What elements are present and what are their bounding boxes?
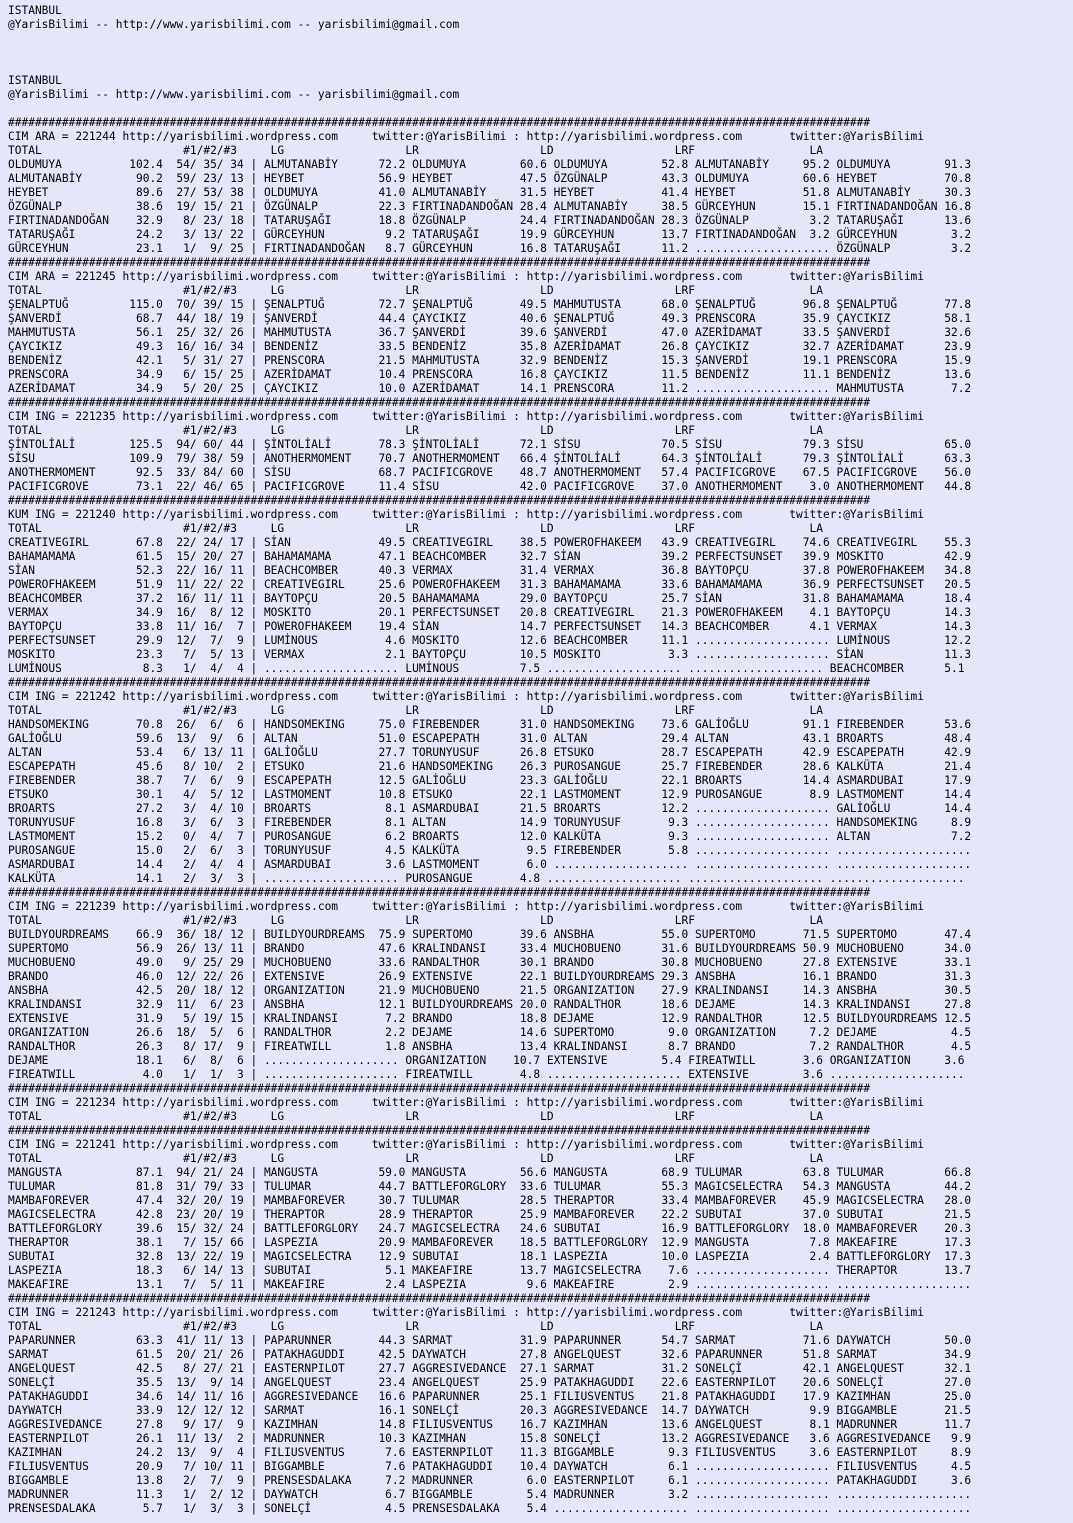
horse-stat-row: ANSBHA 42.5 20/ 18/ 12 | ORGANIZATION 21.9 MUCHOBUENO 21.5 ORGANIZATION 27.9 KRALINDANSI 14.3 ANSBHA 30.5 (8, 984, 972, 997)
horse-stat-row: DEJAME 18.1 6/ 8/ 6 | .................... ORGANIZATION 10.7 EXTENSIVE 5.4 FIREATWILL 3.6 ORGANIZATION 3.6 (8, 1054, 965, 1067)
horse-stat-row: SUPERTOMO 56.9 26/ 13/ 11 | BRANDO 47.6 KRALINDANSI 33.4 MUCHOBUENO 31.6 BUILDYOURDREAMS 50.9 MUCHOBUENO 34.0 (8, 942, 972, 955)
race-header-line: KUM ING = 221240 http://yarisbilimi.wordpress.com twitter:@YarisBilimi : http://yarisbilimi.wordpress.com twitter:@YarisBilimi (8, 508, 925, 521)
separator-line: ################################################################################################################################ (8, 1082, 871, 1095)
column-header-line: TOTAL #1/#2/#3 LG LR LD LRF LA (8, 522, 823, 535)
race-header-line: CIM ING = 221242 http://yarisbilimi.wordpress.com twitter:@YarisBilimi : http://yarisbilimi.wordpress.com twitter:@YarisBilimi (8, 690, 925, 703)
contact-line: @YarisBilimi -- http://www.yarisbilimi.com -- yarisbilimi@gmail.com (8, 18, 460, 31)
horse-stat-row: KRALINDANSI 32.9 11/ 6/ 23 | ANSBHA 12.1 BUILDYOURDREAMS 20.0 RANDALTHOR 18.6 DEJAME 14.3 KRALINDANSI 27.8 (8, 998, 972, 1011)
column-header-line: TOTAL #1/#2/#3 LG LR LD LRF LA (8, 424, 823, 437)
horse-stat-row: SİAN 52.3 22/ 16/ 11 | BEACHCOMBER 40.3 VERMAX 31.4 VERMAX 36.8 BAYTOPÇU 37.8 POWEROFHAKEEM 34.8 (8, 564, 972, 577)
horse-stat-row: PACIFICGROVE 73.1 22/ 46/ 65 | PACIFICGROVE 11.4 SİSU 42.0 PACIFICGROVE 37.0 ANOTHERMOMENT 3.0 ANOTHERMOMENT 44.8 (8, 480, 972, 493)
race-header-line: CIM ING = 221241 http://yarisbilimi.wordpress.com twitter:@YarisBilimi : http://yarisbilimi.wordpress.com twitter:@YarisBilimi (8, 1138, 925, 1151)
horse-stat-row: BEACHCOMBER 37.2 16/ 11/ 11 | BAYTOPÇU 20.5 BAHAMAMAMA 29.0 BAYTOPÇU 25.7 SİAN 31.8 BAHAMAMAMA 18.4 (8, 592, 972, 605)
horse-stat-row: PERFECTSUNSET 29.9 12/ 7/ 9 | LUMİNOUS 4.6 MOSKITO 12.6 BEACHCOMBER 11.1 .................... LUMİNOUS 12.2 (8, 634, 972, 647)
horse-stat-row: ŞİNTOLİALİ 125.5 94/ 60/ 44 | ŞİNTOLİALİ 78.3 ŞİNTOLİALİ 72.1 SİSU 70.5 SİSU 79.3 SİSU 65.0 (8, 438, 972, 451)
horse-stat-row: TORUNYUSUF 16.8 3/ 6/ 3 | FIREBENDER 8.1 ALTAN 14.9 TORUNYUSUF 9.3 .................... HANDSOMEKING 8.9 (8, 816, 972, 829)
blank-line (8, 102, 1073, 116)
separator-line: ################################################################################################################################ (8, 1124, 871, 1137)
horse-stat-row: PAPARUNNER 63.3 41/ 11/ 13 | PAPARUNNER 44.3 SARMAT 31.9 PAPARUNNER 54.7 SARMAT 71.6 DAYWATCH 50.0 (8, 1334, 972, 1347)
horse-stat-row: HEYBET 89.6 27/ 53/ 38 | OLDUMUYA 41.0 ALMUTANABİY 31.5 HEYBET 41.4 HEYBET 51.8 ALMUTANABİY 30.3 (8, 186, 972, 199)
horse-stat-row: MADRUNNER 11.3 1/ 2/ 12 | DAYWATCH 6.7 BIGGAMBLE 5.4 MADRUNNER 3.2 .................... .................... (8, 1488, 972, 1501)
horse-stat-row: EXTENSIVE 31.9 5/ 19/ 15 | KRALINDANSI 7.2 BRANDO 18.8 DEJAME 12.9 RANDALTHOR 12.5 BUILDYOURDREAMS 12.5 (8, 1012, 972, 1025)
race-header-line: CIM ING = 221235 http://yarisbilimi.wordpress.com twitter:@YarisBilimi : http://yarisbilimi.wordpress.com twitter:@YarisBilimi (8, 410, 925, 423)
race-header-line: CIM ING = 221234 http://yarisbilimi.wordpress.com twitter:@YarisBilimi : http://yarisbilimi.wordpress.com twitter:@YarisBilimi (8, 1096, 925, 1109)
separator-line: ################################################################################################################################ (8, 886, 871, 899)
column-header-line: TOTAL #1/#2/#3 LG LR LD LRF LA (8, 284, 823, 297)
horse-stat-row: MAHMUTUSTA 56.1 25/ 32/ 26 | MAHMUTUSTA 36.7 ŞANVERDİ 39.6 ŞANVERDİ 47.0 AZERİDAMAT 33.5 ŞANVERDİ 32.6 (8, 326, 972, 339)
separator-line: ################################################################################################################################ (8, 256, 871, 269)
horse-stat-row: PRENSESDALAKA 5.7 1/ 3/ 3 | SONELÇİ 4.5 PRENSESDALAKA 5.4 .................... .................... .................... (8, 1502, 972, 1515)
horse-stat-row: ALTAN 53.4 6/ 13/ 11 | GALİOĞLU 27.7 TORUNYUSUF 26.8 ETSUKO 28.7 ESCAPEPATH 42.9 ESCAPEPATH 42.9 (8, 746, 972, 759)
horse-stat-row: KALKÜTA 14.1 2/ 3/ 3 | .................... PUROSANGUE 4.8 .................... .................... .................... (8, 872, 965, 885)
horse-stat-row: TULUMAR 81.8 31/ 79/ 33 | TULUMAR 44.7 BATTLEFORGLORY 33.6 TULUMAR 55.3 MAGICSELECTRA 54.3 MANGUSTA 44.2 (8, 1180, 972, 1193)
horse-stat-row: MAKEAFIRE 13.1 7/ 5/ 11 | MAKEAFIRE 2.4 LASPEZIA 9.6 MAKEAFIRE 2.9 .................... .................... (8, 1278, 972, 1291)
race-header-line: CIM ARA = 221245 http://yarisbilimi.wordpress.com twitter:@YarisBilimi : http://yarisbilimi.wordpress.com twitter:@YarisBilimi (8, 270, 925, 283)
column-header-line: TOTAL #1/#2/#3 LG LR LD LRF LA (8, 1110, 823, 1123)
horse-stat-row: BROARTS 27.2 3/ 4/ 10 | BROARTS 8.1 ASMARDUBAI 21.5 BROARTS 12.2 .................... GALİOĞLU 14.4 (8, 802, 972, 815)
separator-line: ################################################################################################################################ (8, 1292, 871, 1305)
horse-stat-row: BAHAMAMAMA 61.5 15/ 20/ 27 | BAHAMAMAMA 47.1 BEACHCOMBER 32.7 SİAN 39.2 PERFECTSUNSET 39.9 MOSKITO 42.9 (8, 550, 972, 563)
horse-stat-row: ESCAPEPATH 45.6 8/ 10/ 2 | ETSUKO 21.6 HANDSOMEKING 26.3 PUROSANGUE 25.7 FIREBENDER 28.6 KALKÜTA 21.4 (8, 760, 972, 773)
horse-stat-row: BATTLEFORGLORY 39.6 15/ 32/ 24 | BATTLEFORGLORY 24.7 MAGICSELECTRA 24.6 SUBUTAI 16.9 BATTLEFORGLORY 18.0 MAMBAFOREVER 20.3 (8, 1222, 972, 1235)
horse-stat-row: POWEROFHAKEEM 51.9 11/ 22/ 22 | CREATIVEGIRL 25.6 POWEROFHAKEEM 31.3 BAHAMAMAMA 33.6 BAHAMAMAMA 36.9 PERFECTSUNSET 20.5 (8, 578, 972, 591)
horse-stat-row: BUILDYOURDREAMS 66.9 36/ 18/ 12 | BUILDYOURDREAMS 75.9 SUPERTOMO 39.6 ANSBHA 55.0 SUPERTOMO 71.5 SUPERTOMO 47.4 (8, 928, 972, 941)
horse-stat-row: FIREBENDER 38.7 7/ 6/ 9 | ESCAPEPATH 12.5 GALİOĞLU 23.3 GALİOĞLU 22.1 BROARTS 14.4 ASMARDUBAI 17.9 (8, 774, 972, 787)
horse-stat-row: BRANDO 46.0 12/ 22/ 26 | EXTENSIVE 26.9 EXTENSIVE 22.1 BUILDYOURDREAMS 29.3 ANSBHA 16.1 BRANDO 31.3 (8, 970, 972, 983)
horse-stat-row: HANDSOMEKING 70.8 26/ 6/ 6 | HANDSOMEKING 75.0 FIREBENDER 31.0 HANDSOMEKING 73.6 GALİOĞLU 91.1 FIREBENDER 53.6 (8, 718, 972, 731)
horse-stat-row: FILIUSVENTUS 20.9 7/ 10/ 11 | BIGGAMBLE 7.6 PATAKHAGUDDI 10.4 DAYWATCH 6.1 .................... FILIUSVENTUS 4.5 (8, 1460, 972, 1473)
horse-stat-row: SİSU 109.9 79/ 38/ 59 | ANOTHERMOMENT 70.7 ANOTHERMOMENT 66.4 ŞİNTOLİALİ 64.3 ŞİNTOLİALİ 79.3 ŞİNTOLİALİ 63.3 (8, 452, 972, 465)
horse-stat-row: LUMİNOUS 8.3 1/ 4/ 4 | .................... LUMİNOUS 7.5 .................... .................... BEACHCOMBER 5.1 (8, 662, 965, 675)
horse-stat-row: VERMAX 34.9 16/ 8/ 12 | MOSKITO 20.1 PERFECTSUNSET 20.8 CREATIVEGIRL 21.3 POWEROFHAKEEM 4.1 BAYTOPÇU 14.3 (8, 606, 972, 619)
separator-line: ################################################################################################################################ (8, 116, 871, 129)
horse-stat-row: THERAPTOR 38.1 7/ 15/ 66 | LASPEZIA 20.9 MAMBAFOREVER 18.5 BATTLEFORGLORY 12.9 MANGUSTA 7.8 MAKEAFIRE 17.3 (8, 1236, 972, 1249)
horse-stat-row: AZERİDAMAT 34.9 5/ 20/ 25 | ÇAYCIKIZ 10.0 AZERİDAMAT 14.1 PRENSCORA 11.2 .................... MAHMUTUSTA 7.2 (8, 382, 972, 395)
horse-stat-row: DAYWATCH 33.9 12/ 12/ 12 | SARMAT 16.1 SONELÇİ 20.3 AGGRESIVEDANCE 14.7 DAYWATCH 9.9 BIGGAMBLE 21.5 (8, 1404, 972, 1417)
horse-stat-row: FIREATWILL 4.0 1/ 1/ 3 | .................... FIREATWILL 4.8 .................... EXTENSIVE 3.6 .................... (8, 1068, 965, 1081)
horse-stat-row: RANDALTHOR 26.3 8/ 17/ 9 | FIREATWILL 1.8 ANSBHA 13.4 KRALINDANSI 8.7 BRANDO 7.2 RANDALTHOR 4.5 (8, 1040, 972, 1053)
horse-stat-row: CREATIVEGIRL 67.8 22/ 24/ 17 | SİAN 49.5 CREATIVEGIRL 38.5 POWEROFHAKEEM 43.9 CREATIVEGIRL 74.6 CREATIVEGIRL 55.3 (8, 536, 972, 549)
horse-stat-row: BENDENİZ 42.1 5/ 31/ 27 | PRENSCORA 21.5 MAHMUTUSTA 32.9 BENDENİZ 15.3 ŞANVERDİ 19.1 PRENSCORA 15.9 (8, 354, 972, 367)
contact-line: @YarisBilimi -- http://www.yarisbilimi.com -- yarisbilimi@gmail.com (8, 88, 460, 101)
separator-line: ################################################################################################################################ (8, 676, 871, 689)
race-header-line: CIM ARA = 221244 http://yarisbilimi.wordpress.com twitter:@YarisBilimi : http://yarisbilimi.wordpress.com twitter:@YarisBilimi (8, 130, 925, 143)
horse-stat-row: MOSKITO 23.3 7/ 5/ 13 | VERMAX 2.1 BAYTOPÇU 10.5 MOSKITO 3.3 .................... SİAN 11.3 (8, 648, 972, 661)
column-header-line: TOTAL #1/#2/#3 LG LR LD LRF LA (8, 1320, 823, 1333)
horse-stat-row: ŞENALPTUĞ 115.0 70/ 39/ 15 | ŞENALPTUĞ 72.7 ŞENALPTUĞ 49.5 MAHMUTUSTA 68.0 ŞENALPTUĞ 96.8 ŞENALPTUĞ 77.8 (8, 298, 972, 311)
horse-stat-row: ÖZGÜNALP 38.6 19/ 15/ 21 | ÖZGÜNALP 22.3 FIRTINADANDOĞAN 28.4 ALMUTANABİY 38.5 GÜRCEYHUN 15.1 FIRTINADANDOĞAN 16.8 (8, 200, 972, 213)
horse-stat-row: LASTMOMENT 15.2 0/ 4/ 7 | PUROSANGUE 6.2 BROARTS 12.0 KALKÜTA 9.3 .................... ALTAN 7.2 (8, 830, 972, 843)
horse-stat-row: MANGUSTA 87.1 94/ 21/ 24 | MANGUSTA 59.0 MANGUSTA 56.6 MANGUSTA 68.9 TULUMAR 63.8 TULUMAR 66.8 (8, 1166, 972, 1179)
horse-stat-row: ÇAYCIKIZ 49.3 16/ 16/ 34 | BENDENİZ 33.5 BENDENİZ 35.8 AZERİDAMAT 26.8 ÇAYCIKIZ 32.7 AZERİDAMAT 23.9 (8, 340, 972, 353)
horse-stat-row: ORGANIZATION 26.6 18/ 5/ 6 | RANDALTHOR 2.2 DEJAME 14.6 SUPERTOMO 9.0 ORGANIZATION 7.2 DEJAME 4.5 (8, 1026, 972, 1039)
horse-stat-row: FIRTINADANDOĞAN 32.9 8/ 23/ 18 | TATARUŞAĞI 18.8 ÖZGÜNALP 24.4 FIRTINADANDOĞAN 28.3 ÖZGÜNALP 3.2 TATARUŞAĞI 13.6 (8, 214, 972, 227)
horse-stat-row: MAMBAFOREVER 47.4 32/ 20/ 19 | MAMBAFOREVER 30.7 TULUMAR 28.5 THERAPTOR 33.4 MAMBAFOREVER 45.9 MAGICSELECTRA 28.0 (8, 1194, 972, 1207)
horse-stat-row: SONELÇİ 35.5 13/ 9/ 14 | ANGELQUEST 23.4 ANGELQUEST 25.9 PATAKHAGUDDI 22.6 EASTERNPILOT 20.6 SONELÇİ 27.0 (8, 1376, 972, 1389)
horse-stat-row: SARMAT 61.5 20/ 21/ 26 | PATAKHAGUDDI 42.5 DAYWATCH 27.8 ANGELQUEST 32.6 PAPARUNNER 51.8 SARMAT 34.9 (8, 1348, 972, 1361)
horse-stat-row: AGGRESIVEDANCE 27.8 9/ 17/ 9 | KAZIMHAN 14.8 FILIUSVENTUS 16.7 KAZIMHAN 13.6 ANGELQUEST 8.1 MADRUNNER 11.7 (8, 1418, 972, 1431)
horse-stat-row: PATAKHAGUDDI 34.6 14/ 11/ 16 | AGGRESIVEDANCE 16.6 PAPARUNNER 25.1 FILIUSVENTUS 21.8 PATAKHAGUDDI 17.9 KAZIMHAN 25.0 (8, 1390, 972, 1403)
column-header-line: TOTAL #1/#2/#3 LG LR LD LRF LA (8, 144, 823, 157)
horse-stat-row: ANGELQUEST 42.5 8/ 27/ 21 | EASTERNPILOT 27.7 AGGRESIVEDANCE 27.1 SARMAT 31.2 SONELÇİ 42.1 ANGELQUEST 32.1 (8, 1362, 972, 1375)
horse-stat-row: LASPEZIA 18.3 6/ 14/ 13 | SUBUTAI 5.1 MAKEAFIRE 13.7 MAGICSELECTRA 7.6 .................... THERAPTOR 13.7 (8, 1264, 972, 1277)
column-header-line: TOTAL #1/#2/#3 LG LR LD LRF LA (8, 1152, 823, 1165)
horse-stat-row: BAYTOPÇU 33.8 11/ 16/ 7 | POWEROFHAKEEM 19.4 SİAN 14.7 PERFECTSUNSET 14.3 BEACHCOMBER 4.1 VERMAX 14.3 (8, 620, 972, 633)
horse-stat-row: OLDUMUYA 102.4 54/ 35/ 34 | ALMUTANABİY 72.2 OLDUMUYA 60.6 OLDUMUYA 52.8 ALMUTANABİY 95.2 OLDUMUYA 91.3 (8, 158, 972, 171)
horse-stat-row: ETSUKO 30.1 4/ 5/ 12 | LASTMOMENT 10.8 ETSUKO 22.1 LASTMOMENT 12.9 PUROSANGUE 8.9 LASTMOMENT 14.4 (8, 788, 972, 801)
horse-stat-row: BIGGAMBLE 13.8 2/ 7/ 9 | PRENSESDALAKA 7.2 MADRUNNER 6.0 EASTERNPILOT 6.1 .................... PATAKHAGUDDI 3.6 (8, 1474, 972, 1487)
horse-stat-row: GÜRCEYHUN 23.1 1/ 9/ 25 | FIRTINADANDOĞAN 8.7 GÜRCEYHUN 16.8 TATARUŞAĞI 11.2 .................... ÖZGÜNALP 3.2 (8, 242, 972, 255)
city-title: ISTANBUL (8, 74, 62, 87)
horse-stat-row: ŞANVERDİ 68.7 44/ 18/ 19 | ŞANVERDİ 44.4 ÇAYCIKIZ 40.6 ŞENALPTUĞ 49.3 PRENSCORA 35.9 ÇAYCIKIZ 58.1 (8, 312, 972, 325)
race-header-line: CIM ING = 221243 http://yarisbilimi.wordpress.com twitter:@YarisBilimi : http://yarisbilimi.wordpress.com twitter:@YarisBilimi (8, 1306, 925, 1319)
column-header-line: TOTAL #1/#2/#3 LG LR LD LRF LA (8, 914, 823, 927)
column-header-line: TOTAL #1/#2/#3 LG LR LD LRF LA (8, 704, 823, 717)
horse-stat-row: ASMARDUBAI 14.4 2/ 4/ 4 | ASMARDUBAI 3.6 LASTMOMENT 6.0 .................... .................... .................... (8, 858, 972, 871)
horse-stat-row: ANOTHERMOMENT 92.5 33/ 84/ 60 | SİSU 68.7 PACIFICGROVE 48.7 ANOTHERMOMENT 57.4 PACIFICGROVE 67.5 PACIFICGROVE 56.0 (8, 466, 972, 479)
blank-line (8, 32, 1073, 46)
separator-line: ################################################################################################################################ (8, 396, 871, 409)
horse-stat-row: MUCHOBUENO 49.0 9/ 25/ 29 | MUCHOBUENO 33.6 RANDALTHOR 30.1 BRANDO 30.8 MUCHOBUENO 27.8 EXTENSIVE 33.1 (8, 956, 972, 969)
horse-stat-row: KAZIMHAN 24.2 13/ 9/ 4 | FILIUSVENTUS 7.6 EASTERNPILOT 11.3 BIGGAMBLE 9.3 FILIUSVENTUS 3.6 EASTERNPILOT 8.9 (8, 1446, 972, 1459)
horse-stat-row: SUBUTAI 32.8 13/ 22/ 19 | MAGICSELECTRA 12.9 SUBUTAI 18.1 LASPEZIA 10.0 LASPEZIA 2.4 BATTLEFORGLORY 17.3 (8, 1250, 972, 1263)
horse-stat-row: PUROSANGUE 15.0 2/ 6/ 3 | TORUNYUSUF 4.5 KALKÜTA 9.5 FIREBENDER 5.8 .................... .................... (8, 844, 972, 857)
horse-stat-row: ALMUTANABİY 90.2 59/ 23/ 13 | HEYBET 56.9 HEYBET 47.5 ÖZGÜNALP 43.3 OLDUMUYA 60.6 HEYBET 70.8 (8, 172, 972, 185)
race-header-line: CIM ING = 221239 http://yarisbilimi.wordpress.com twitter:@YarisBilimi : http://yarisbilimi.wordpress.com twitter:@YarisBilimi (8, 900, 925, 913)
horse-stat-row: MAGICSELECTRA 42.8 23/ 20/ 19 | THERAPTOR 28.9 THERAPTOR 25.9 MAMBAFOREVER 22.2 SUBUTAI 37.0 SUBUTAI 21.5 (8, 1208, 972, 1221)
horse-stat-row: EASTERNPILOT 26.1 11/ 13/ 2 | MADRUNNER 10.3 KAZIMHAN 15.8 SONELÇİ 13.2 AGGRESIVEDANCE 3.6 AGGRESIVEDANCE 9.9 (8, 1432, 972, 1445)
horse-stat-row: TATARUŞAĞI 24.2 3/ 13/ 22 | GÜRCEYHUN 9.2 TATARUŞAĞI 19.9 GÜRCEYHUN 13.7 FIRTINADANDOĞAN 3.2 GÜRCEYHUN 3.2 (8, 228, 972, 241)
horse-stat-row: PRENSCORA 34.9 6/ 15/ 25 | AZERİDAMAT 10.4 PRENSCORA 16.8 ÇAYCIKIZ 11.5 BENDENİZ 11.1 BENDENİZ 13.6 (8, 368, 972, 381)
city-title: ISTANBUL (8, 4, 62, 17)
blank-line (8, 60, 1073, 74)
horse-stat-row: GALİOĞLU 59.6 13/ 9/ 6 | ALTAN 51.0 ESCAPEPATH 31.0 ALTAN 29.4 ALTAN 43.1 BROARTS 48.4 (8, 732, 972, 745)
blank-line (8, 46, 1073, 60)
separator-line: ################################################################################################################################ (8, 494, 871, 507)
